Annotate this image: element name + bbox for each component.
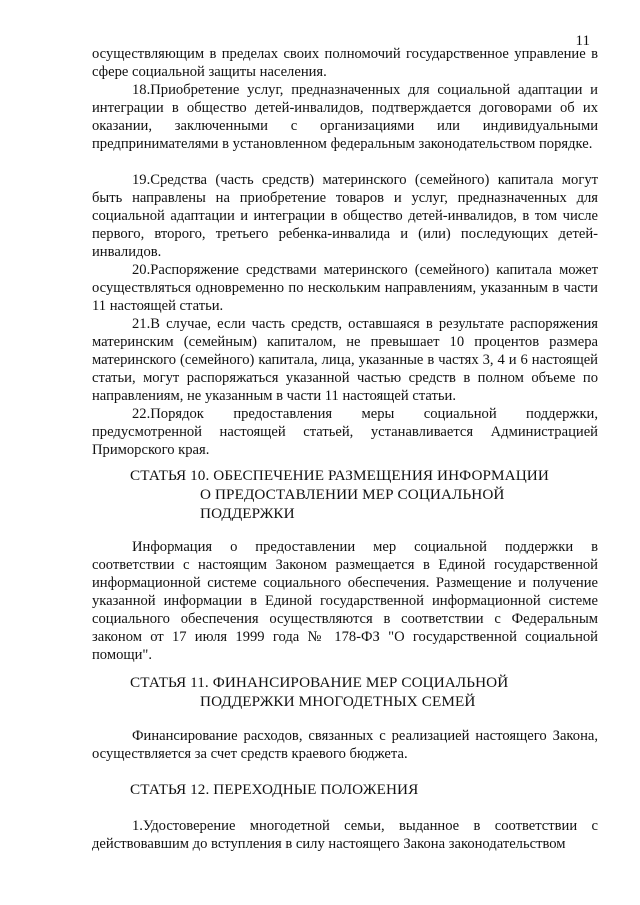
article-10-heading bbox=[130, 466, 600, 523]
article-10-heading-line-3: ПОДДЕРЖКИ bbox=[200, 505, 295, 522]
article-11-heading-line-2: ПОДДЕРЖКИ МНОГОДЕТНЫХ СЕМЕЙ bbox=[200, 693, 476, 710]
paragraph-19: 19.Средства (часть средств) материнского (семейного) капитала могут быть направлены на приобретение товаров и услуг, предназначенных для социальной адаптации и интеграции в общество детей-инвалидов, в том числе первого, второго, третьего ребенка-инвалида и (или) последующих детей-инвалидов. bbox=[92, 172, 598, 260]
paragraph-21: 21.В случае, если часть средств, оставшаяся в результате распоряжения материнским (семейным) капиталом, не превышает 10 процентов размера материнского (семейного) капитала, лица, указанные в частях 3, 4 и 6 настоящей статьи, могут распоряжаться указанной частью средств в полном объеме по направлениям, не указанным в части 11 настоящей статьи. bbox=[92, 316, 598, 404]
article-12-heading bbox=[130, 780, 600, 799]
article-11-heading-line-1: СТАТЬЯ 11. ФИНАНСИРОВАНИЕ МЕР СОЦИАЛЬНОЙ bbox=[130, 674, 509, 691]
article-10-heading-line-1: СТАТЬЯ 10. ОБЕСПЕЧЕНИЕ РАЗМЕЩЕНИЯ ИНФОРМАЦИИ bbox=[130, 467, 549, 484]
paragraph-18: 18.Приобретение услуг, предназначенных для социальной адаптации и интеграции в общество детей-инвалидов, подтверждается договорами об их оказании, заключенными с организациями или индивидуальными предпринимателями в установленном федеральным законодательством порядке. bbox=[92, 82, 598, 152]
paragraph-20: 20.Распоряжение средствами материнского (семейного) капитала может осуществляться одновременно по нескольким направлениям, указанным в части 11 настоящей статьи. bbox=[92, 262, 598, 314]
article-11-heading bbox=[130, 673, 600, 711]
article-10-heading-line-2: О ПРЕДОСТАВЛЕНИИ МЕР СОЦИАЛЬНОЙ bbox=[200, 486, 505, 503]
article-11-text: Финансирование расходов, связанных с реализацией настоящего Закона, осуществляется за счет средств краевого бюджета. bbox=[92, 728, 598, 762]
page-number: 11 bbox=[575, 33, 590, 49]
paragraph-22: 22.Порядок предоставления меры социальной поддержки, предусмотренной настоящей статьей, устанавливается Администрацией Приморского края. bbox=[92, 406, 598, 458]
article-12-heading-line-1: СТАТЬЯ 12. ПЕРЕХОДНЫЕ ПОЛОЖЕНИЯ bbox=[130, 781, 419, 798]
paragraph-17-continuation: осуществляющим в пределах своих полномочий государственное управление в сфере социальной защиты населения. bbox=[92, 46, 598, 80]
article-12-text: 1.Удостоверение многодетной семьи, выданное в соответствии с действовавшим до вступления в силу настоящего Закона законодательством bbox=[92, 818, 598, 852]
article-10-text: Информация о предоставлении мер социальной поддержки в соответствии с настоящим Законом размещается в Единой государственной информационной системе социального обеспечения. Размещение и получение указанной информации в Единой государственной информационной системе социального обеспечения осуществляются в соответствии с Федеральным законом от 17 июля 1999 года № 178-ФЗ "О государственной социальной помощи". bbox=[92, 539, 598, 663]
